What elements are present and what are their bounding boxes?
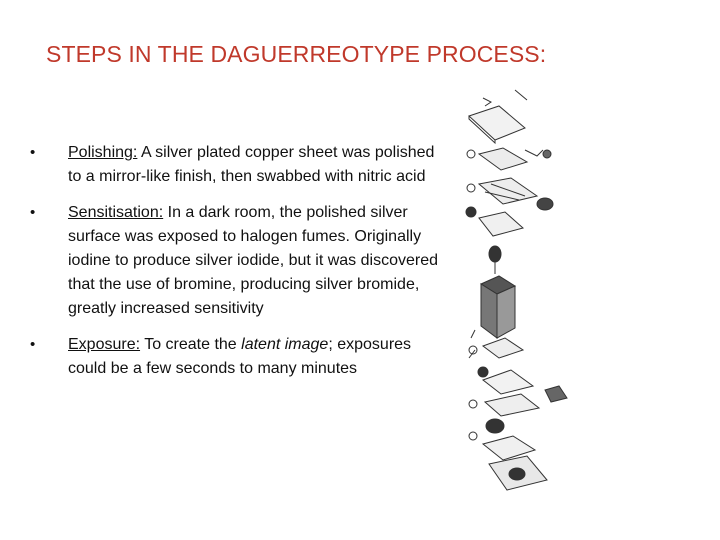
silver-plate [469, 106, 525, 140]
swab-bottle [537, 198, 553, 210]
mercury-flask [486, 419, 504, 433]
small-tool [483, 98, 491, 106]
bullet-marker: • [30, 204, 36, 221]
step-marker [469, 432, 477, 440]
plate-fixing [485, 394, 539, 416]
bullet-exposure [30, 333, 440, 381]
exposure-dark-element [478, 367, 488, 377]
buffer-tool [543, 150, 551, 158]
bullet-marker: • [30, 336, 36, 353]
fuming-box-right [497, 286, 515, 338]
fuming-box-left [481, 284, 497, 338]
step-marker [467, 150, 475, 158]
pointer-line [515, 90, 527, 100]
slide-title: STEPS IN THE DAGUERREOTYPE PROCESS: [46, 41, 547, 67]
bullet-term: Exposure: [68, 336, 141, 353]
bullet-sensitisation [30, 201, 440, 321]
acid-flask [466, 207, 476, 217]
plate-acid [479, 212, 523, 236]
buffer-handle [525, 150, 543, 156]
bullet-polishing [30, 141, 440, 189]
bullet-text-end: ; exposures could be a few seconds to many minutes [68, 336, 412, 377]
bullet-text: In a dark room, the polished silver surface was exposed to halogen fumes. Originally iodine to produce silver iodide, but it was discovered that the use of bromine, producing silver bromide, greatly increased sensitivity [68, 204, 438, 317]
step-marker [467, 184, 475, 192]
finished-image [509, 468, 525, 480]
bullet-term: Sensitisation: [68, 204, 164, 221]
bullet-marker: • [30, 144, 36, 161]
step-marker [469, 400, 477, 408]
plate-swabbing [479, 178, 537, 204]
bullet-text: A silver plated copper sheet was polished to a mirror-like finish, then swabbed with nitric acid [68, 144, 435, 185]
bullet-emphasis: latent image [241, 336, 329, 353]
side-apparatus [545, 386, 567, 402]
bullet-list [30, 141, 440, 393]
halogen-flask [489, 246, 501, 262]
plate-development [483, 370, 533, 394]
bullet-text: To create the [140, 336, 242, 353]
bullet-term: Polishing: [68, 144, 138, 161]
daguerreotype-process-illustration [455, 88, 573, 498]
plate-polishing [479, 148, 527, 170]
plate-exposure [483, 338, 523, 358]
